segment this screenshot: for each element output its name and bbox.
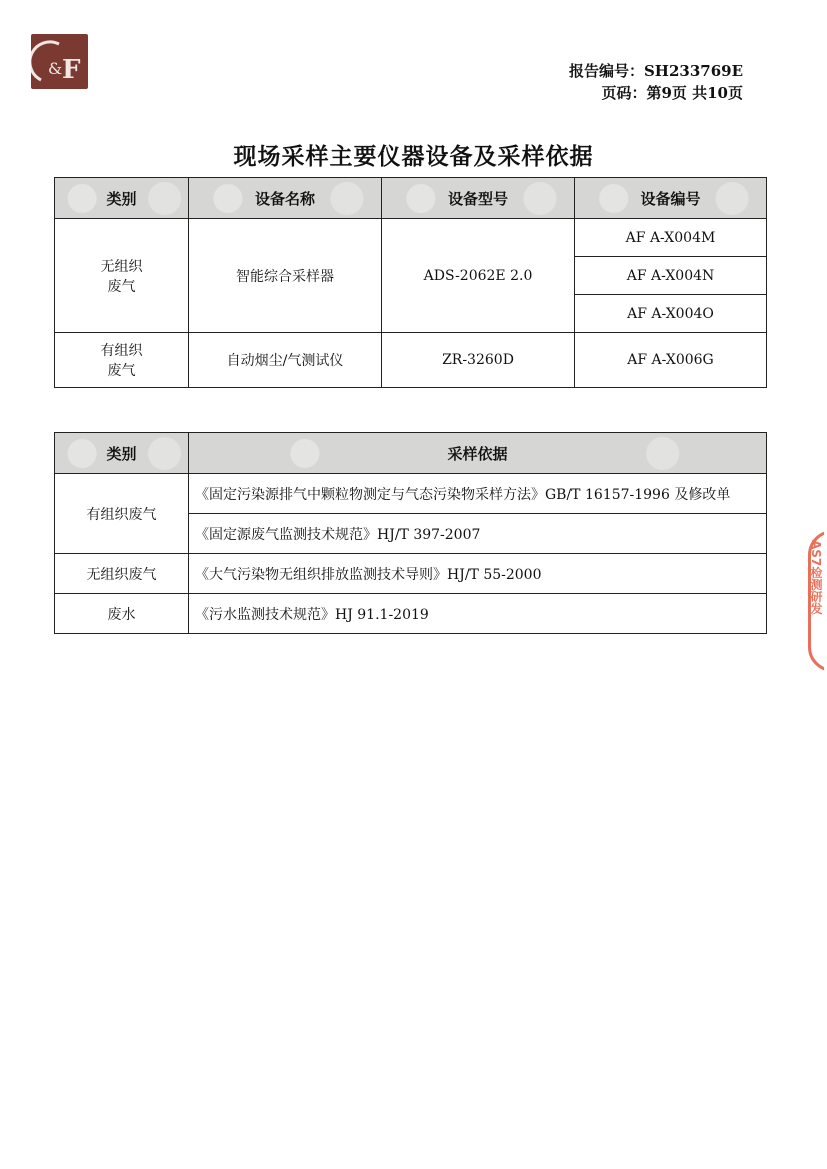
table-row [55,474,767,514]
equipment-code-cell: AF A-X004O [575,295,767,333]
company-logo [31,34,88,89]
equipment-model-cell: ADS-2062E 2.0 [382,219,575,333]
equipment-name-cell: 智能综合采样器 [189,219,382,333]
report-meta [569,60,743,104]
equipment-name-cell: 自动烟尘/气测试仪 [189,333,382,388]
header-category: 类别 [55,433,189,474]
report-number: 报告编号：SH233769E [568,62,743,80]
header-sampling-basis: 采样依据 [189,433,767,474]
header-equipment-code: 设备编号 [575,178,767,219]
category-line: 废气 [107,278,136,295]
table-row [55,219,767,257]
seal-text: AS7检测研发 [809,540,823,615]
equipment-code-cell: AF A-X006G [575,333,767,388]
page-title: 现场采样主要仪器设备及采样依据 [233,143,594,170]
header-equipment-model: 设备型号 [382,178,575,219]
equipment-code-cell: AF A-X004N [575,257,767,295]
header-equipment-name: 设备名称 [189,178,382,219]
table-row [55,554,767,594]
category-cell: 废水 [55,594,189,634]
equipment-table [54,177,767,388]
page-info: 页码：第9页 共10页 [601,84,743,102]
standard-cell: 《固定污染源排气中颗粒物测定与气态污染物采样方法》GB/T 16157-1996 及修改单 [189,474,767,514]
category-line: 有组织 [100,343,143,359]
category-cell: 有组织废气 [55,474,189,554]
standard-cell: 《大气污染物无组织排放监测技术导则》HJ/T 55-2000 [189,554,767,594]
category-cell [55,219,189,333]
table-header-row [55,178,767,219]
sampling-basis-table [54,432,767,634]
equipment-model-cell: ZR-3260D [382,333,575,388]
table-row [55,594,767,634]
table-row [55,333,767,388]
category-cell [55,333,189,388]
equipment-code-cell: AF A-X004M [575,219,767,257]
standard-cell: 《固定源废气监测技术规范》HJ/T 397-2007 [189,514,767,554]
svg-text:F: F [62,55,81,85]
category-line: 废气 [107,363,136,379]
standard-cell: 《污水监测技术规范》HJ 91.1-2019 [189,594,767,634]
category-line: 无组织 [100,258,143,275]
category-cell: 无组织废气 [55,554,189,594]
header-category: 类别 [55,178,189,219]
svg-text:&: & [48,59,63,78]
table-header-row [55,433,767,474]
seal-stamp [806,530,824,672]
